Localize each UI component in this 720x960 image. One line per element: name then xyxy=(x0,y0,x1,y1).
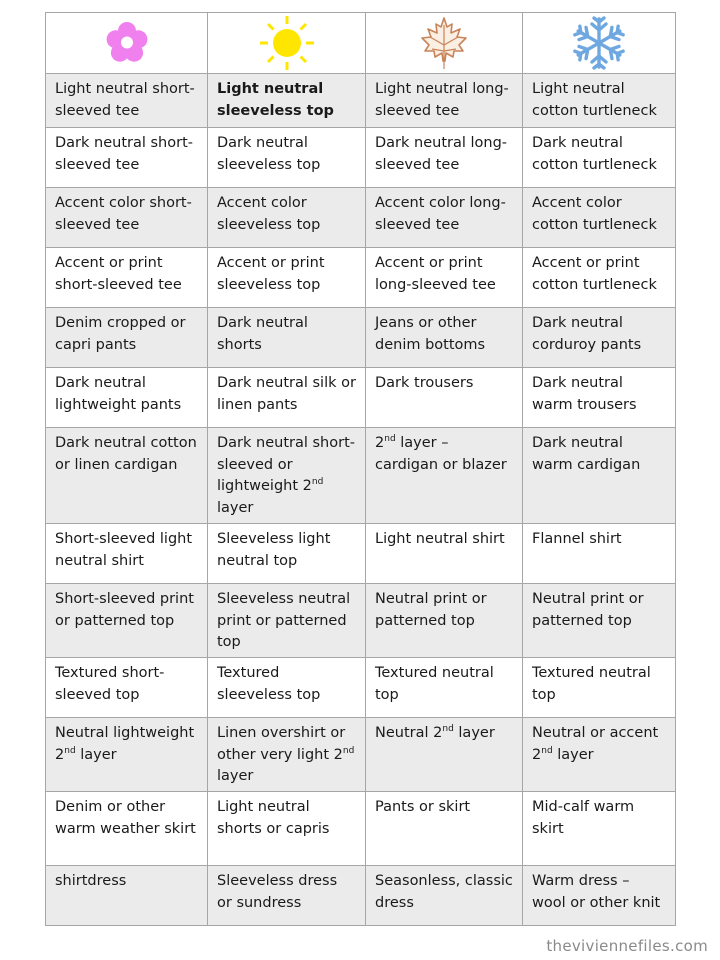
table-cell: Dark neutral cotton turtleneck xyxy=(523,128,676,188)
table-row xyxy=(46,524,676,584)
table-row xyxy=(46,718,676,792)
table-cell: Dark neutral lightweight pants xyxy=(46,368,208,428)
table-cell: Dark neutral warm trousers xyxy=(523,368,676,428)
table-cell: Accent color cotton turtleneck xyxy=(523,188,676,248)
table-cell: shirtdress xyxy=(46,866,208,926)
table-row xyxy=(46,792,676,866)
table-cell: Dark neutral silk or linen pants xyxy=(208,368,366,428)
table-cell: Accent color sleeveless top xyxy=(208,188,366,248)
table-cell: Sleeveless neutral print or patterned top xyxy=(208,584,366,658)
table-cell: Sleeveless light neutral top xyxy=(208,524,366,584)
table-cell: Neutral or accent 2nd layer xyxy=(523,718,676,792)
table-cell: Dark neutral shorts xyxy=(208,308,366,368)
flower-icon xyxy=(99,15,155,71)
table-cell: Neutral print or patterned top xyxy=(523,584,676,658)
table-cell: Accent color long-sleeved tee xyxy=(366,188,523,248)
table-cell: Dark neutral long-sleeved tee xyxy=(366,128,523,188)
table-cell: Dark neutral warm cardigan xyxy=(523,428,676,524)
table-row xyxy=(46,128,676,188)
table-cell: Accent color short-sleeved tee xyxy=(46,188,208,248)
table-row xyxy=(46,368,676,428)
table-cell: Light neutral short-sleeved tee xyxy=(46,74,208,128)
table-row xyxy=(46,74,676,128)
table-cell: Warm dress – wool or other knit xyxy=(523,866,676,926)
table-cell: Accent or print cotton turtleneck xyxy=(523,248,676,308)
maple-leaf-icon xyxy=(416,15,472,71)
table-cell: Flannel shirt xyxy=(523,524,676,584)
sun-icon xyxy=(258,14,316,72)
table-cell: Light neutral long-sleeved tee xyxy=(366,74,523,128)
table-row xyxy=(46,248,676,308)
table-cell: Pants or skirt xyxy=(366,792,523,866)
table-cell: Neutral 2nd layer xyxy=(366,718,523,792)
table-cell: Short-sleeved print or patterned top xyxy=(46,584,208,658)
table-cell: Denim or other warm weather skirt xyxy=(46,792,208,866)
table-row xyxy=(46,658,676,718)
table-cell: Jeans or other denim bottoms xyxy=(366,308,523,368)
table-row xyxy=(46,866,676,926)
table-cell: Sleeveless dress or sundress xyxy=(208,866,366,926)
site-credit: theviviennefiles.com xyxy=(546,937,708,955)
table-row xyxy=(46,428,676,524)
table-cell: Accent or print short-sleeved tee xyxy=(46,248,208,308)
table-row xyxy=(46,188,676,248)
table-cell: Short-sleeved light neutral shirt xyxy=(46,524,208,584)
spring-header xyxy=(46,13,208,74)
table-cell: Dark neutral short-sleeved tee xyxy=(46,128,208,188)
table-row xyxy=(46,308,676,368)
table-cell: 2nd layer – cardigan or blazer xyxy=(366,428,523,524)
table-cell: Light neutral shorts or capris xyxy=(208,792,366,866)
table-cell: Dark neutral sleeveless top xyxy=(208,128,366,188)
table-body xyxy=(46,74,676,926)
table-cell: Textured neutral top xyxy=(523,658,676,718)
table-cell: Light neutral cotton turtleneck xyxy=(523,74,676,128)
table-row xyxy=(46,584,676,658)
table-cell: Dark trousers xyxy=(366,368,523,428)
table-cell: Mid-calf warm skirt xyxy=(523,792,676,866)
snowflake-icon xyxy=(571,15,627,71)
autumn-header xyxy=(366,13,523,74)
table-cell: Textured sleeveless top xyxy=(208,658,366,718)
table-cell: Denim cropped or capri pants xyxy=(46,308,208,368)
table-cell: Accent or print long-sleeved tee xyxy=(366,248,523,308)
season-header-row xyxy=(46,13,676,74)
table-cell: Textured neutral top xyxy=(366,658,523,718)
summer-header xyxy=(208,13,366,74)
table-cell: Light neutral sleeveless top xyxy=(208,74,366,128)
table-cell: Neutral lightweight 2nd layer xyxy=(46,718,208,792)
table-cell: Dark neutral short-sleeved or lightweight 2nd layer xyxy=(208,428,366,524)
table-cell: Linen overshirt or other very light 2nd layer xyxy=(208,718,366,792)
wardrobe-table xyxy=(45,12,676,926)
table-cell: Light neutral shirt xyxy=(366,524,523,584)
table-cell: Textured short-sleeved top xyxy=(46,658,208,718)
table-cell: Dark neutral corduroy pants xyxy=(523,308,676,368)
table-cell: Seasonless, classic dress xyxy=(366,866,523,926)
table-cell: Neutral print or patterned top xyxy=(366,584,523,658)
table-cell: Accent or print sleeveless top xyxy=(208,248,366,308)
table-cell: Dark neutral cotton or linen cardigan xyxy=(46,428,208,524)
winter-header xyxy=(523,13,676,74)
